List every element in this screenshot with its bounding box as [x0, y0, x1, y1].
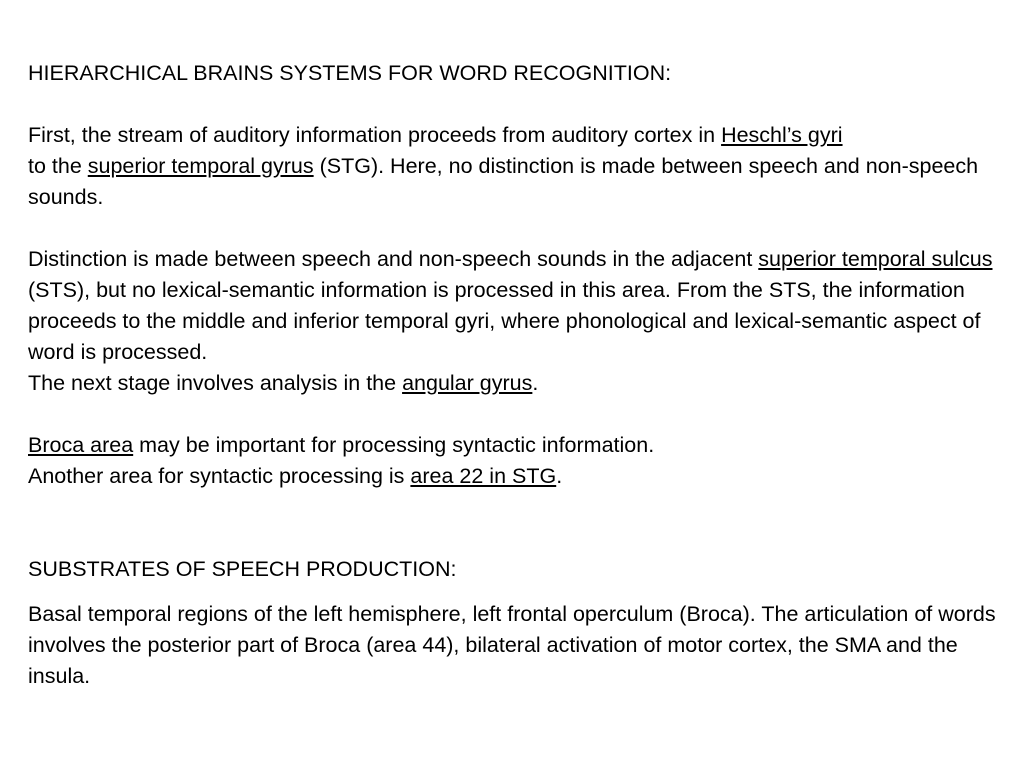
area-22-stg-link[interactable]: area 22 in STG [410, 464, 557, 488]
slide-content [28, 58, 1018, 692]
recognition-heading: HIERARCHICAL BRAINS SYSTEMS FOR WORD RECOGNITION: [28, 61, 672, 85]
production-paragraph: Basal temporal regions of the left hemisphere, left frontal operculum (Broca). The articulation of words involves the posterior part of Broca (area 44), bilateral activation of motor cortex, the SMA and the insula. [28, 602, 996, 688]
heschls-gyri-link[interactable]: Heschl’s gyri [721, 123, 843, 147]
spacer [28, 213, 1018, 244]
angular-text-2: . [532, 371, 539, 395]
production-heading: SUBSTRATES OF SPEECH PRODUCTION: [28, 557, 457, 581]
stg-paragraph [28, 120, 1018, 213]
broca-paragraph [28, 430, 1018, 461]
broca-area-link[interactable]: Broca area [28, 433, 134, 457]
angular-gyrus-paragraph [28, 368, 1018, 399]
stg-text-1: First, the stream of auditory information proceeds from auditory cortex in [28, 123, 722, 147]
broca-text-1: may be important for processing syntactic information. [133, 433, 655, 457]
area22-paragraph [28, 461, 1018, 492]
spacer [28, 585, 1018, 599]
spacer [28, 399, 1018, 430]
sts-text-1: Distinction is made between speech and non-speech sounds in the adjacent [28, 247, 759, 271]
stg-text-3: (STG). Here, no distinction is made between speech and non-speech sounds. [28, 154, 979, 209]
area22-text-1: Another area for syntactic processing is [28, 464, 411, 488]
spacer [28, 89, 1018, 120]
angular-text-1: The next stage involves analysis in the [28, 371, 403, 395]
spacer [28, 492, 1018, 554]
area22-text-2: . [556, 464, 563, 488]
superior-temporal-gyrus-link[interactable]: superior temporal gyrus [87, 154, 314, 178]
angular-gyrus-link[interactable]: angular gyrus [402, 371, 533, 395]
stg-text-2: to the [28, 154, 88, 178]
superior-temporal-sulcus-link[interactable]: superior temporal sulcus [758, 247, 993, 271]
sts-paragraph [28, 244, 1018, 368]
sts-text-2: (STS), but no lexical-semantic information is processed in this area. From the STS, the information proceeds to the middle and inferior temporal gyri, where phonological and lexical-semantic aspect of word is processed. [28, 278, 981, 364]
